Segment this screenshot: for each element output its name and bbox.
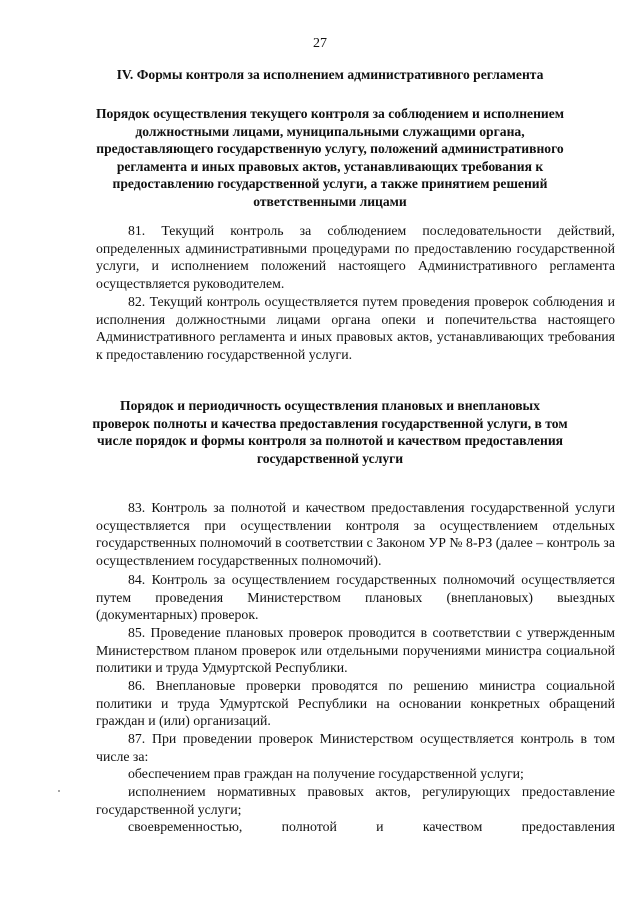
paragraph-86 bbox=[96, 677, 615, 730]
paragraph-81-text: 81. Текущий контроль за соблюдением последовательности действий, определенных административными процедурами по предоставлению государственной услуги, и исполнением положений настоящего Административного регламента осуществляется руководителем. bbox=[96, 223, 615, 291]
paragraph-82-text: 82. Текущий контроль осуществляется путем проведения проверок соблюдения и исполнения должностными лицами органа опеки и попечительства настоящего Административного регламента и иных правовых актов, устанавливающих требования к предоставлению государственной услуги. bbox=[96, 294, 615, 362]
paragraph-87-text: 87. При проведении проверок Министерством осуществляется контроль в том числе за: bbox=[96, 731, 615, 764]
paragraph-85 bbox=[96, 624, 615, 677]
paragraph-84-text: 84. Контроль за осуществлением государственных полномочий осуществляется путем проведения Министерством плановых (внеплановых) выездных (документарных) проверок. bbox=[96, 572, 615, 623]
paragraph-87 bbox=[96, 730, 615, 765]
list-item: обеспечением прав граждан на получение государственной услуги; bbox=[128, 766, 524, 781]
subsection-title-inspections: Порядок и периодичность осуществления плановых и внеплановых проверок полноты и качества предоставления государственной услуги, в том числе порядок и формы контроля за полнотой и качеством предоставления государственной услуги bbox=[92, 398, 568, 466]
list-item: исполнением нормативных правовых актов, регулирующих предоставление государственной услуги; bbox=[96, 784, 615, 817]
paragraph-82 bbox=[96, 293, 615, 363]
paragraph-86-text: 86. Внеплановые проверки проводятся по решению министра социальной политики и труда Удмуртской Республики на основании конкретных обращений граждан и (или) организаций. bbox=[96, 678, 615, 729]
scan-speck bbox=[58, 790, 60, 792]
page-number: 27 bbox=[313, 36, 327, 51]
section-title: IV. Формы контроля за исполнением административного регламента bbox=[116, 67, 544, 82]
paragraph-84 bbox=[96, 571, 615, 624]
list-item: своевременностью, полнотой и качеством предоставления bbox=[128, 819, 615, 834]
subsection-title-current-control: Порядок осуществления текущего контроля за соблюдением и исполнением должностными лицами, муниципальными служащими органа, предоставляющего государственную услугу, положений административного регламента и иных правовых актов, устанавливающих требования к предоставлению государственной услуги, а также принятием решений ответственными лицами bbox=[95, 106, 565, 209]
paragraph-85-text: 85. Проведение плановых проверок проводится в соответствии с утвержденным Министерством планом проверок или отдельными поручениями министра социальной политики и труда Удмуртской Республики. bbox=[96, 625, 615, 676]
paragraph-83-text: 83. Контроль за полнотой и качеством предоставления государственной услуги осуществляется при осуществлении контроля за осуществлением отдельных государственных полномочий в соответствии с Законом УР № 8-РЗ (далее – контроль за осуществлением государственных полномочий). bbox=[96, 500, 615, 568]
paragraph-83 bbox=[96, 499, 615, 569]
paragraph-81 bbox=[96, 222, 615, 292]
